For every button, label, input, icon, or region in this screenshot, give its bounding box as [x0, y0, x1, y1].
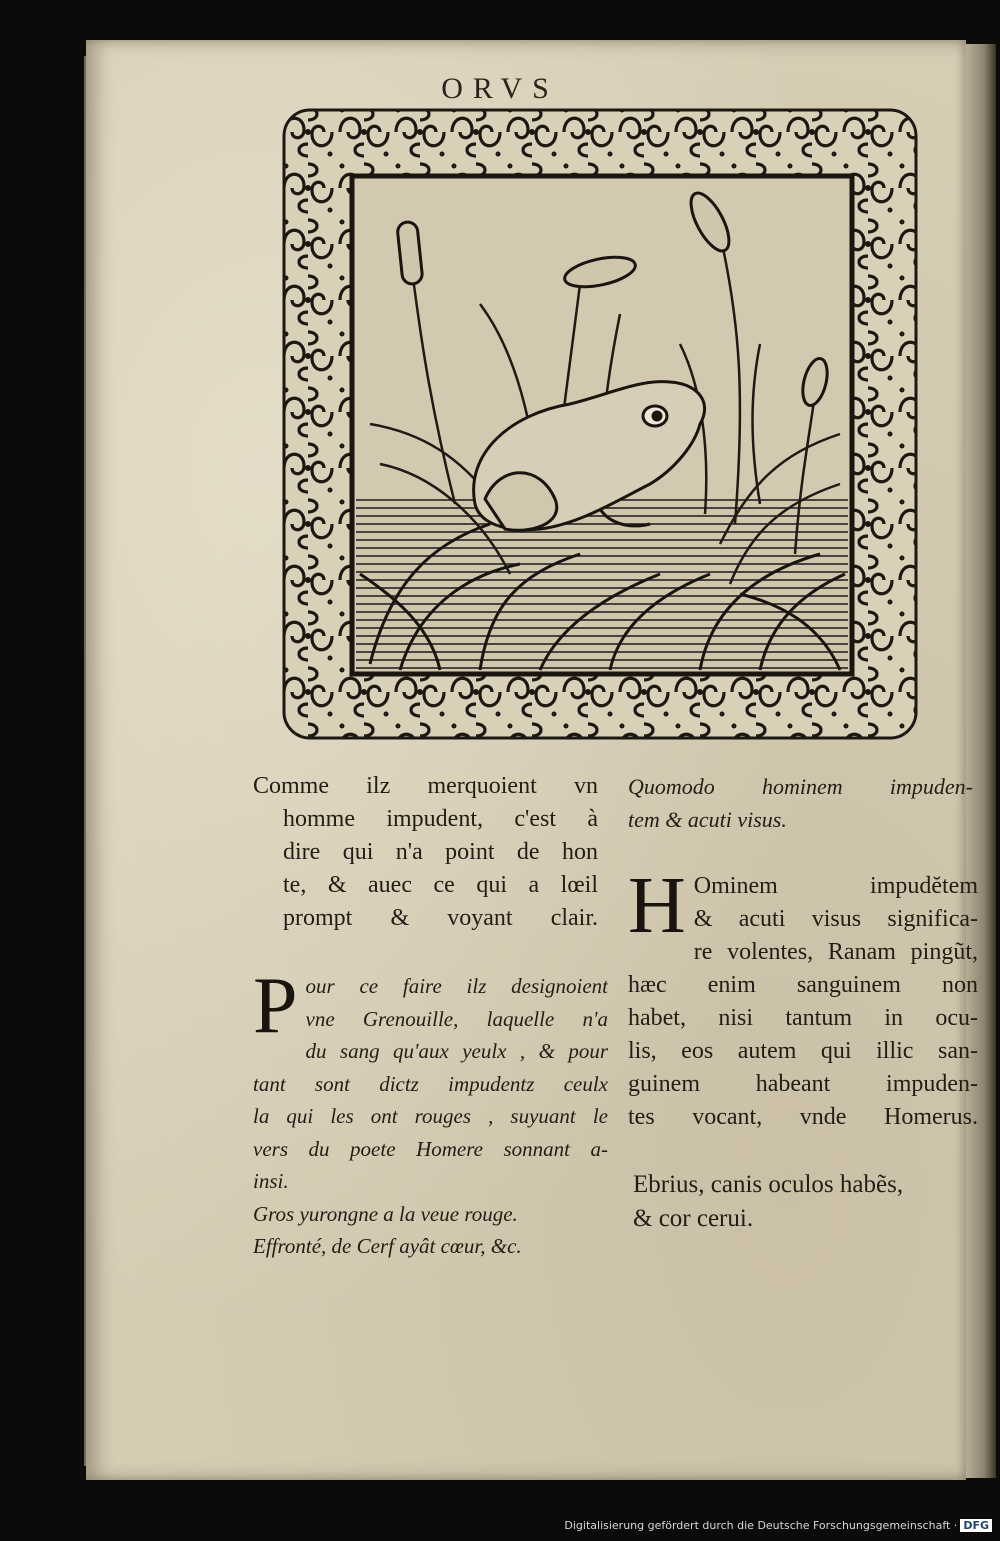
latin-heading-line-2: tem & acuti visus. [628, 807, 787, 832]
french-body-line-7: insi. [253, 1169, 289, 1193]
french-body-line-1: our ce faire ilz designoient [305, 974, 608, 998]
latin-citation-line-1: Ebrius, canis oculos habẽs, [633, 1171, 904, 1198]
french-verse-line-1: Gros yurongne a la veue rouge. [253, 1201, 518, 1226]
french-body-line-6: vers du poete Homere sonnant a- [253, 1136, 608, 1161]
latin-dropcap: H [628, 862, 686, 950]
french-heading-line-3: dire qui n'a point de hon [283, 839, 598, 865]
french-dropcap: P [253, 962, 298, 1050]
latin-body-line-7: guinem habeant impuden- [628, 1071, 978, 1097]
french-verse-line-2: Effronté, de Cerf ayât cœur, &c. [253, 1234, 522, 1258]
french-heading-line-2: homme impudent, c'est à [283, 806, 598, 832]
latin-body [628, 862, 978, 1134]
latin-body-line-6: lis, eos autem qui illic san- [628, 1038, 978, 1064]
latin-body-line-5: habet, nisi tantum in ocu- [628, 1005, 978, 1031]
latin-citation [633, 1168, 978, 1236]
french-body-line-4: tant sont dictz impudentz ceulx [253, 1071, 608, 1096]
frog-woodcut-illustration [280, 104, 920, 744]
latin-body-line-2: & acuti visus significa- [693, 906, 978, 932]
french-body [253, 962, 608, 1263]
french-heading-line-1: Comme ilz merquoient vn [253, 773, 598, 799]
latin-body-line-8: tes vocant, vnde Homerus. [628, 1104, 978, 1130]
french-body-line-2: vne Grenouille, laquelle n'a [305, 1006, 608, 1031]
french-heading-line-5: prompt & voyant clair. [283, 905, 598, 931]
latin-body-line-3: re volentes, Ranam pingũt, [693, 939, 978, 965]
digitization-footer [564, 1519, 992, 1532]
latin-citation-line-2: & cor cerui. [633, 1205, 754, 1232]
latin-heading [628, 770, 973, 836]
dfg-logo-icon: DFG [960, 1519, 992, 1532]
french-body-line-3: du sang qu'aux yeulx , & pour [305, 1039, 608, 1063]
page-right-edge [966, 44, 996, 1478]
running-head: ORVS [441, 72, 559, 105]
footer-text: Digitalisierung gefördert durch die Deutsche Forschungsgemeinschaft · [564, 1519, 958, 1532]
latin-heading-line-1: Quomodo hominem impuden- [628, 774, 973, 799]
french-heading [253, 770, 598, 935]
latin-body-line-1: Ominem impudĕtem [693, 873, 978, 899]
french-body-line-5: la qui les ont rouges , suyuant le [253, 1104, 608, 1128]
latin-body-line-4: hæc enim sanguinem non [628, 972, 978, 998]
french-heading-line-4: te, & auec ce qui a lœil [283, 872, 598, 898]
